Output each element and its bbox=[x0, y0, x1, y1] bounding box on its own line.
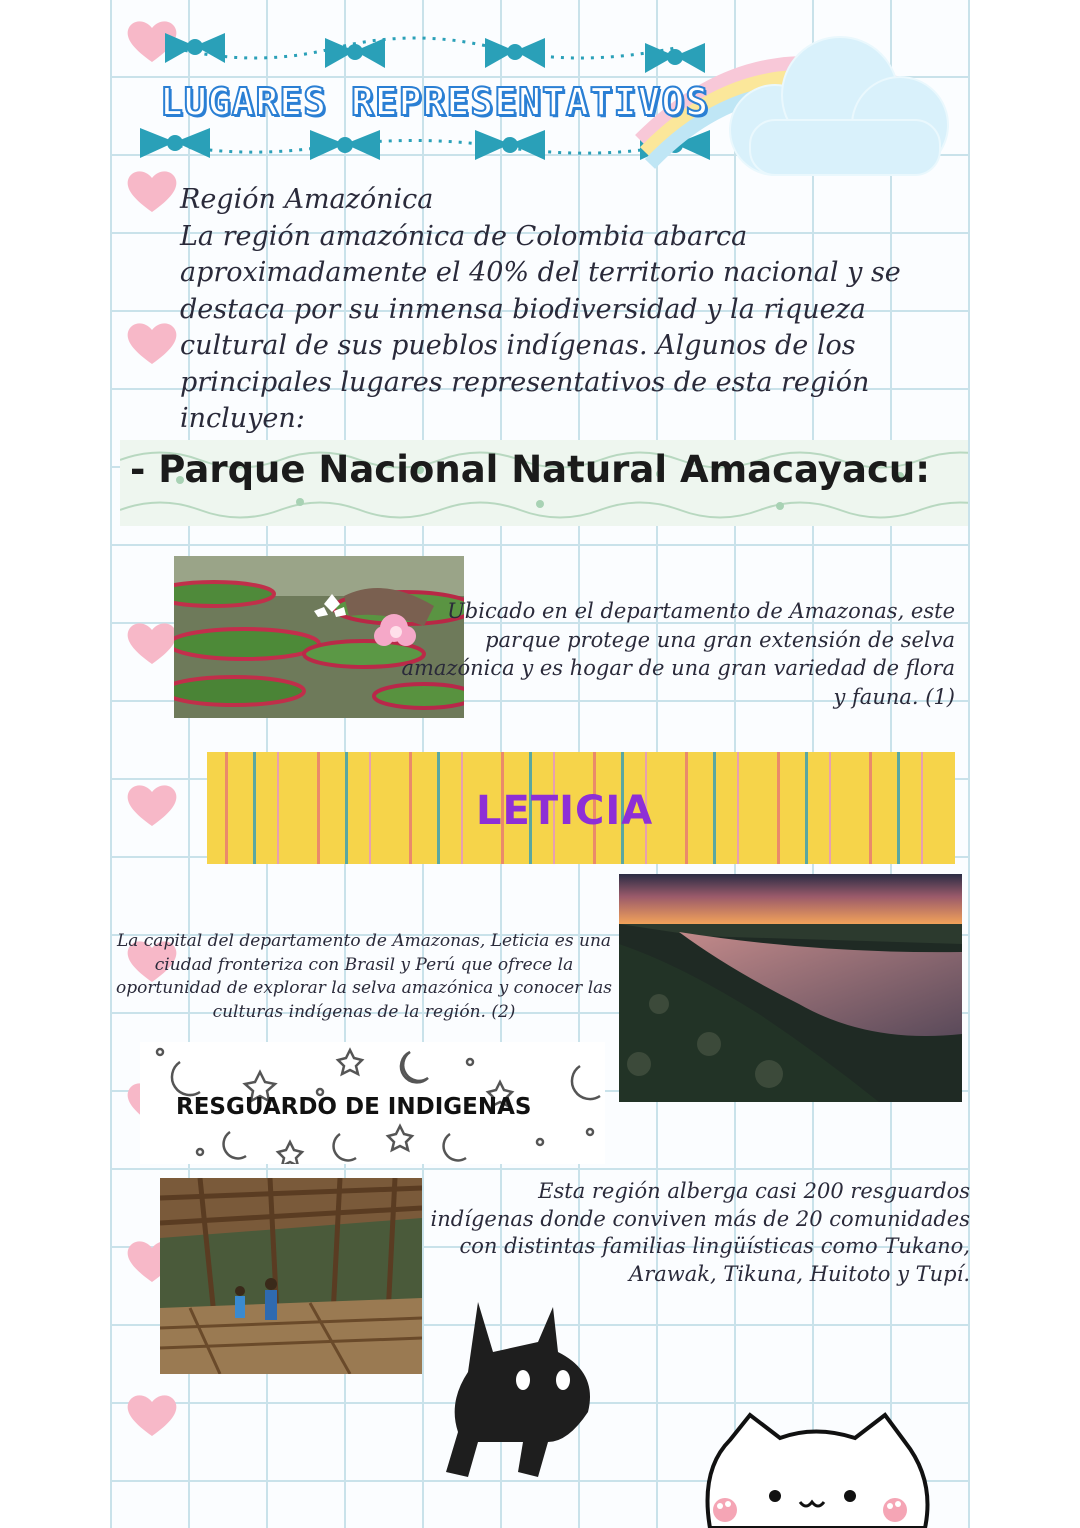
resguardo-description: Esta región alberga casi 200 resguardos indígenas donde conviven más de 20 comunidades con distintas familias lingüísticas como Tukano, Arawak, Tikuna, Huitoto y Tupí. bbox=[430, 1179, 970, 1286]
heart-icon bbox=[126, 320, 178, 366]
section-title-amacayacu: - Parque Nacional Natural Amacayacu: bbox=[130, 448, 931, 491]
intro-heading: Región Amazónica bbox=[180, 184, 434, 215]
heart-icon bbox=[126, 1392, 178, 1438]
intro-block bbox=[180, 182, 920, 438]
leticia-description: La capital del departamento de Amazonas, Leticia es una ciudad fronteriza con Brasil y Perú que ofrece la oportunidad de explorar la selva amazónica y conocer las culturas indígenas de la región. (2) bbox=[115, 931, 612, 1022]
page-title: LUGARES REPRESENTATIVOS bbox=[160, 80, 710, 124]
white-cat-sticker bbox=[690, 1410, 940, 1528]
heart-icon bbox=[126, 782, 178, 828]
heart-icon bbox=[126, 168, 178, 214]
intro-body: La región amazónica de Colombia abarca aproximadamente el 40% del territorio nacional y se destaca por su inmensa biodiversidad y la riqueza cultural de sus pueblos indígenas. Algunos de los principales lugares representativos de esta región incluyen: bbox=[180, 220, 901, 434]
heart-icon bbox=[126, 620, 178, 666]
amacayacu-description: Ubicado en el departamento de Amazonas, este parque protege una gran extensión de selva amazónica y es hogar de una gran variedad de flora y fauna. (1) bbox=[401, 599, 955, 709]
section-title-leticia: LETICIA bbox=[476, 788, 654, 834]
black-cat-sticker bbox=[438, 1292, 618, 1482]
leticia-river-photo bbox=[619, 874, 962, 1102]
indigenous-hut-photo bbox=[160, 1178, 422, 1374]
section-title-resguardo: RESGUARDO DE INDIGENAS bbox=[176, 1094, 532, 1120]
